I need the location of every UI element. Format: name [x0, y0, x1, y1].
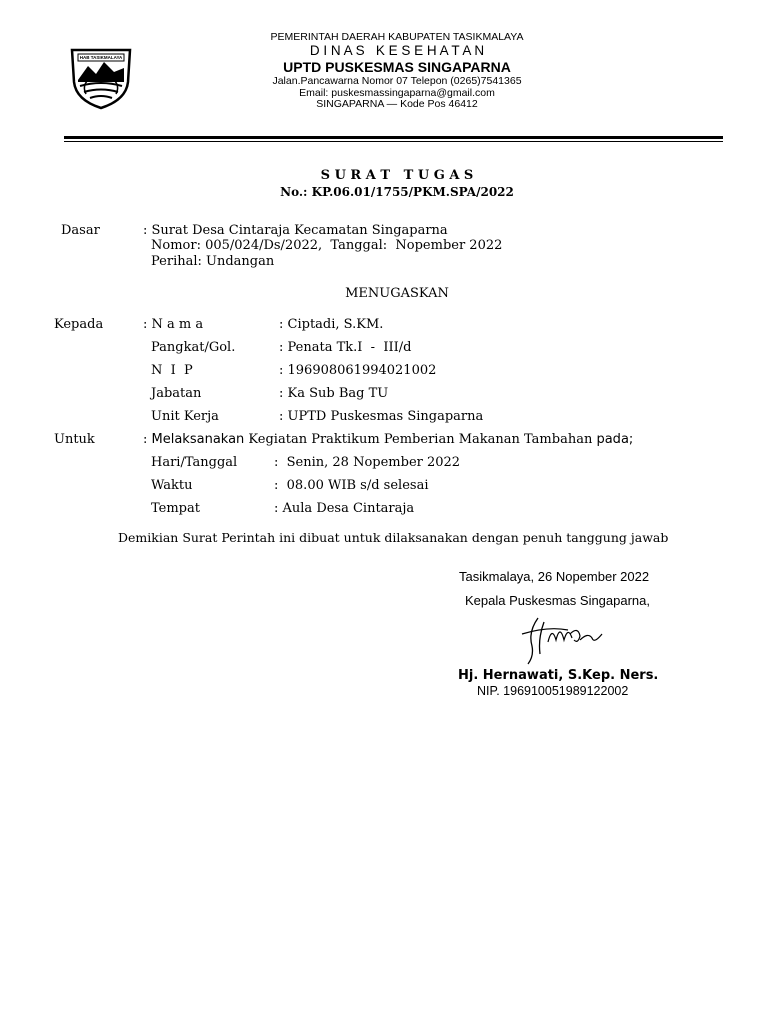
- signatory-name: Hj. Hernawati, S.Kep. Ners.: [458, 668, 659, 683]
- header-rule-thin: [64, 141, 723, 142]
- kepada-value-pangkat: : Penata Tk.I - III/d: [279, 340, 412, 355]
- header-email: Email: puskesmassingaparna@gmail.com: [299, 87, 495, 99]
- header-rule-thick: [64, 136, 723, 139]
- header-city: SINGAPARNA — Kode Pos 46412: [316, 98, 478, 110]
- kepada-value-jabatan: : Ka Sub Bag TU: [279, 386, 389, 401]
- untuk-value-waktu: : 08.00 WIB s/d selesai: [274, 478, 429, 493]
- kepada-value-nama: : Ciptadi, S.KM.: [279, 317, 384, 332]
- untuk-value-tempat: : Aula Desa Cintaraja: [274, 501, 415, 516]
- closing-statement: Demikian Surat Perintah ini dibuat untuk dilaksanakan dengan penuh tanggung jawab: [118, 530, 669, 545]
- untuk-lead-word: Melaksanakan: [151, 432, 245, 447]
- kepada-value-unit: : UPTD Puskesmas Singaparna: [279, 409, 484, 424]
- kepada-key-jabatan: Jabatan: [151, 386, 202, 401]
- untuk-key-tempat: Tempat: [151, 501, 200, 516]
- dasar-line-2: Nomor: 005/024/Ds/2022, Tanggal: Nopember 2022: [151, 238, 503, 253]
- header-unit: UPTD PUSKESMAS SINGAPARNA: [283, 59, 511, 75]
- kepada-key-pangkat: Pangkat/Gol.: [151, 340, 236, 355]
- untuk-label: Untuk: [54, 432, 95, 447]
- header-address: Jalan.Pancawarna Nomor 07 Telepon (0265)7541365: [272, 75, 522, 87]
- untuk-text: Kegiatan Praktikum Pemberian Makanan Tambahan: [244, 432, 597, 447]
- regency-logo: [66, 42, 136, 112]
- kepada-key-nama: : N a m a: [143, 317, 204, 332]
- letter-number: No.: KP.06.01/1755/PKM.SPA/2022: [280, 185, 514, 199]
- dasar-line-1: : Surat Desa Cintaraja Kecamatan Singaparna: [143, 223, 448, 238]
- header-government: PEMERINTAH DAERAH KABUPATEN TASIKMALAYA: [270, 31, 524, 43]
- untuk-key-hari: Hari/Tanggal: [151, 455, 238, 470]
- signatory-nip: NIP. 196910051989122002: [477, 684, 629, 698]
- kepada-value-nip: : 196908061994021002: [279, 363, 437, 378]
- untuk-value-hari: : Senin, 28 Nopember 2022: [274, 455, 461, 470]
- untuk-colon: :: [143, 432, 152, 447]
- untuk-tail-word: pada;: [596, 432, 634, 447]
- signature-position: Kepala Puskesmas Singaparna,: [465, 593, 651, 608]
- kepada-key-nip: N I P: [151, 363, 193, 378]
- kepada-key-unit: Unit Kerja: [151, 409, 219, 424]
- untuk-key-waktu: Waktu: [151, 478, 193, 493]
- menugaskan-heading: MENUGASKAN: [345, 286, 449, 301]
- signature-place-date: Tasikmalaya, 26 Nopember 2022: [459, 569, 650, 584]
- untuk-purpose: [143, 432, 633, 447]
- logo-caption: HAB TASIKMALAYA: [79, 54, 123, 60]
- letter-title: S U R A T T U G A S: [320, 168, 474, 183]
- kepada-label: Kepada: [54, 317, 104, 332]
- header-department: D I N A S K E S E H A T A N: [309, 43, 485, 58]
- dasar-label: Dasar: [61, 223, 100, 238]
- dasar-line-3: Perihal: Undangan: [151, 254, 275, 269]
- handwritten-signature: [508, 612, 608, 668]
